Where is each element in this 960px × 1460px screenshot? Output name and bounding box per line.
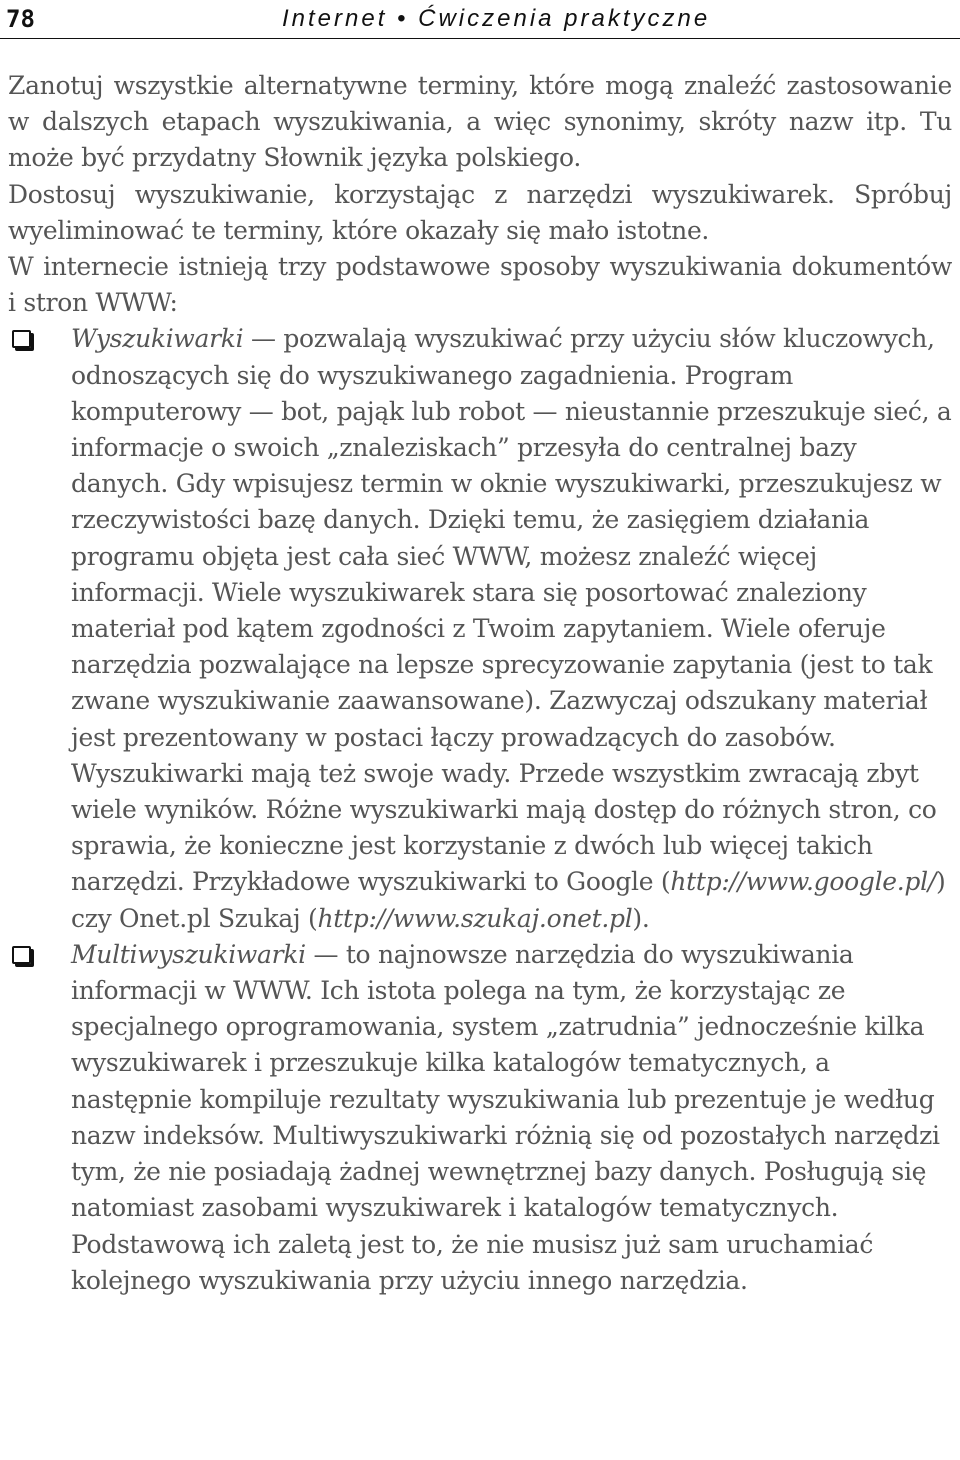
bullet-text: to najnowsze narzędzia do wyszukiwania informacji w WWW. Ich istota polega na tym, że korzystając ze specjalnego oprogramowania, system „zatrudnia” jednocześnie kilka wyszukiwarek i przeszukuje kilka katalogów tematycznych, a następnie kompiluje rezultaty wyszukiwania lub prezentuje je według nazw indeksów. Multiwyszukiwarki różnią się od pozostałych narzędzi tym, że nie posiadają żadnej wewnętrznej bazy danych. Posługują się natomiast zasobami wyszukiwarek i katalogów tematycznych. Podstawową ich zaletą jest to, że nie musisz już sam uruchamiać kolejnego wyszukiwania przy użyciu innego narzędzia.	[71, 939, 940, 1295]
bullet-list	[8, 321, 952, 1298]
running-head: Internet • Ćwiczenia praktyczne	[282, 5, 711, 32]
bullet-paragraph	[71, 321, 952, 936]
em-dash: —	[243, 324, 284, 354]
bullet-term: Wyszukiwarki	[71, 324, 244, 354]
page-number: 78	[6, 5, 35, 33]
list-item-multiwyszukiwarki	[8, 937, 952, 1299]
checkbox-bullet-icon	[12, 330, 31, 348]
checkbox-bullet-icon	[12, 946, 31, 964]
google-link[interactable]: http://www.google.pl/	[670, 867, 936, 897]
list-item-wyszukiwarki	[8, 321, 952, 936]
bullet-term: Multiwyszukiwarki	[71, 939, 306, 969]
bullet-paragraph	[71, 937, 952, 1299]
page-header	[0, 0, 960, 39]
bullet-text: ) czy Onet.pl Szukaj (	[71, 867, 946, 933]
intro-paragraph-2: Dostosuj wyszukiwanie, korzystając z narzędzi wyszukiwarek. Spróbuj wyeliminować te terminy, które okazały się mało istotne.	[8, 179, 952, 245]
em-dash: —	[305, 939, 346, 969]
bullet-text: pozwalają wyszukiwać przy użyciu słów kluczowych, odnoszących się do wyszukiwanego zagadnienia. Program komputerowy — bot, pająk lub robot — nieustannie przeszukuje sieć, a informacje o swoich „znaleziskach” przesyła do centralnej bazy danych. Gdy wpisujesz termin w oknie wyszukiwarki, przeszukujesz w rzeczywistości bazę danych. Dzięki temu, że zasięgiem działania programu objęta jest cała sieć WWW, możesz znaleźć więcej informacji. Wiele wyszukiwarek stara się posortować znaleziony materiał pod kątem zgodności z Twoim zapytaniem. Wiele oferuje narzędzia pozwalające na lepsze sprecyzowanie zapytania (jest to tak zwane wyszukiwanie zaawansowane). Zazwyczaj odszukany materiał jest prezentowany w postaci łączy prowadzących do zasobów. Wyszukiwarki mają też swoje wady. Przede wszystkim zwracają zbyt wiele wyników. Różne wyszukiwarki mają dostęp do różnych stron, co sprawia, że konieczne jest korzystanie z dwóch lub więcej takich narzędzi. Przykładowe wyszukiwarki to Google (	[71, 324, 952, 897]
section-lead: W internecie istnieją trzy podstawowe sposoby wyszukiwania dokumentów i stron WWW:	[8, 252, 952, 318]
bullet-text: ).	[632, 903, 650, 933]
intro-paragraph-1: Zanotuj wszystkie alternatywne terminy, które mogą znaleźć zastosowanie w dalszych etapach wyszukiwania, a więc synonimy, skróty nazw itp. Tu może być przydatny Słownik języka polskiego.	[8, 71, 952, 173]
page-body	[8, 68, 952, 1299]
onet-link[interactable]: http://www.szukaj.onet.pl	[317, 903, 633, 933]
